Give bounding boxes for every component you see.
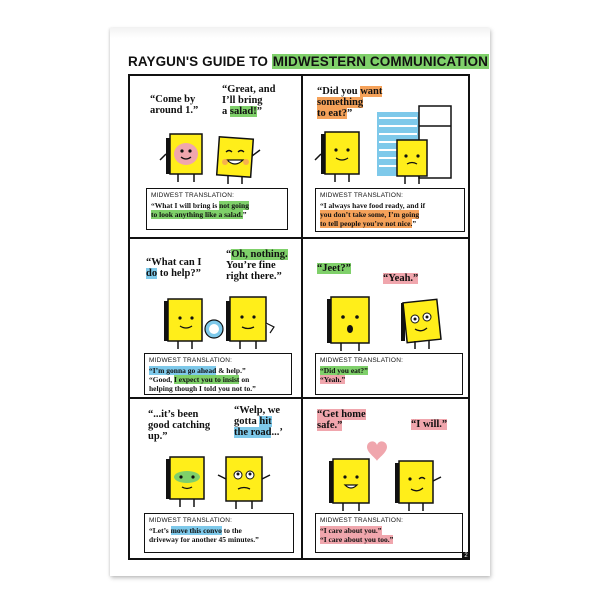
translation-box-catching-up [144,513,294,553]
speech-want-something: “Did you want something to eat?” [317,86,383,119]
translation-box-salad [146,188,288,230]
character-left-icon [329,459,369,511]
speech-hit-the-road: “Welp, we gotta hit the road...’ [234,405,283,438]
speech-catching-up: “...it’s been good catching up.” [148,409,211,442]
panel-salad [130,76,299,236]
panel-food [303,76,472,236]
translation-text-food: “I always have food ready, and if you don’t take some, I’m going to tell people you’re not nice.” [320,201,426,228]
speech-get-home-safe: “Get home safe.” [317,409,366,431]
character-right-icon [401,299,441,349]
translation-box-help [144,353,292,395]
panel-catching-up [130,399,299,559]
comic-grid [128,74,470,560]
translation-label: MIDWEST TRANSLATION: [149,357,233,364]
panel-jeet [303,239,472,399]
speech-oh-nothing: “Oh, nothing. You’re fine right there.” [226,249,288,282]
translation-label: MIDWEST TRANSLATION: [151,192,235,199]
panel-help [130,239,299,399]
translation-box-food [315,188,465,232]
translation-text-catching-up: “Let’s move this convo to the driveway for another 45 minutes.” [149,526,259,544]
title-highlight: MIDWESTERN COMMUNICATION [272,54,488,69]
character-right-icon [218,457,270,509]
card-title [128,54,488,69]
speech-bring-salad: “Great, and I’ll bring a salad!” [222,84,276,117]
page-number: 2 [462,552,470,560]
title-prefix: RAYGUN'S GUIDE TO [128,54,272,69]
translation-label: MIDWEST TRANSLATION: [320,357,404,364]
translation-text-get-home-safe: “I care about you.” “I care about you too.” [320,526,394,544]
translation-text-jeet: “Did you eat?” “Yeah.” [320,366,368,384]
speech-yeah: “Yeah.” [383,273,419,284]
translation-box-jeet [315,353,463,395]
translation-label: MIDWEST TRANSLATION: [320,517,404,524]
character-right-icon [226,297,274,349]
translation-text-salad: “What I will bring is not going to look anything like a salad.” [151,201,249,219]
panel-get-home-safe [303,399,472,559]
character-right-icon [395,461,441,511]
translation-text-help: “I’m gonna go ahead & help.” “Good, I expect you to insist on helping though I told you not to.” [149,366,256,393]
speech-come-by: “Come by around 1.” [150,94,199,116]
card-top-fold [110,28,490,38]
speech-jeet: “Jeet?” [317,263,351,274]
character-left-icon [327,297,369,351]
speech-i-will: “I will.” [411,419,448,430]
character-left-icon [166,457,204,507]
character-left-icon [315,132,359,182]
heart-icon [367,441,387,461]
translation-label: MIDWEST TRANSLATION: [149,517,233,524]
speech-what-can-i-do: “What can I do to help?” [146,257,202,279]
translation-box-get-home-safe [315,513,463,553]
character-left-icon [160,134,202,182]
plate-icon [205,320,223,338]
character-left-icon [164,299,202,349]
character-right-icon [217,137,260,184]
translation-label: MIDWEST TRANSLATION: [320,192,404,199]
